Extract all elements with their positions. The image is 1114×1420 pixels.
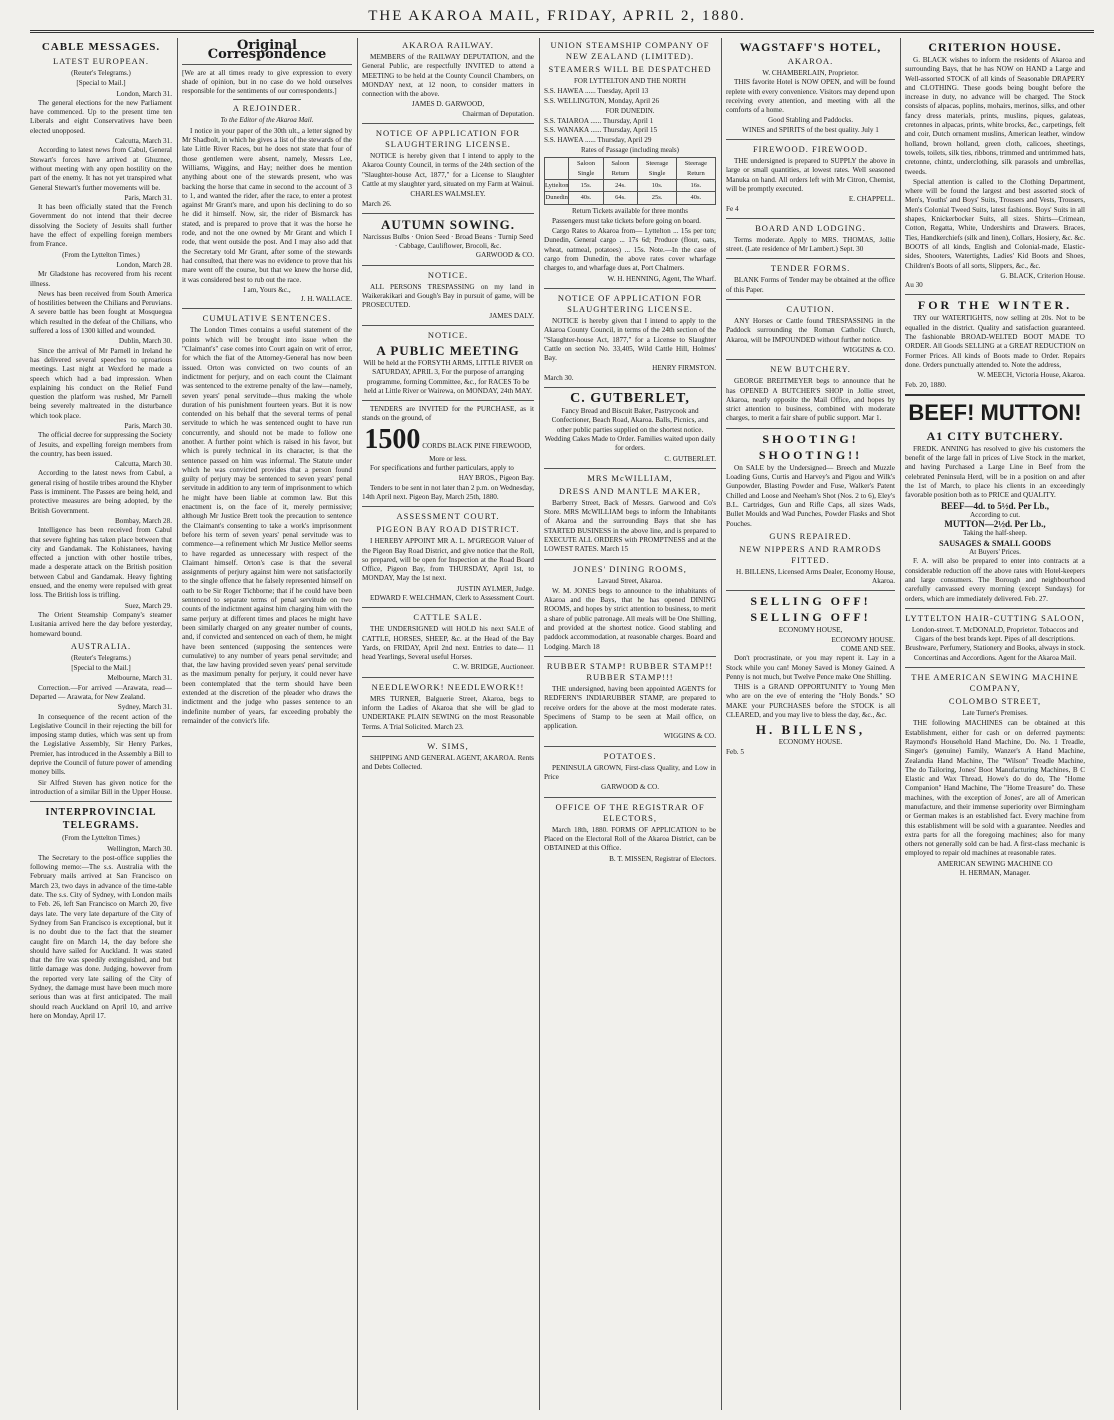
ad-text: NOTICE is hereby given that I intend to apply to the Akaroa County Council, in terms of the 24th section of the "Slaughter-house Act, 1877," for a License to Slaughter Cattle on section No. 33,405, Wild Cattle Hill, Holmes' Bay. [544,316,716,363]
ad-heading: OFFICE OF THE REGISTRAR OF ELECTORS, [555,801,705,823]
divider [726,299,895,300]
ad-heading: C. GUTBERLET, [570,391,690,407]
ad-signature: C. W. BRIDGE, Auctioneer. [452,663,534,672]
ad-text: ANY Horses or Cattle found TRESPASSING in the Paddock surrounding the Roman Catholic Church, Akaroa, will be IMPOUNDED without further notice. [726,317,895,344]
ad-signature: JUSTIN AYLMER, Judge. [456,584,534,593]
section-heading: INTERPROVINCIAL TELEGRAMS. [45,807,157,832]
divider [362,736,534,737]
divider [362,677,534,678]
letter-paragraph: I notice in your paper of the 30th ult., a letter signed by Mr Shadbolt, in which he gives a list of the stewards of the late Little River Races, but he does not state that four of those gentlemen were absent, namely, Messrs Lee, Williams, Wiggins, and Hay; neither does he mention anything about one of the stewards present, who was backing the horse that came in second to the account of 3 to 1, and wanted the rider, after the race, to enter a protest against Mr Grant's mare, and upon his declining to do so he did it himself. Now, sir, the rider of Bismarck has stated, and is prepared to prove that it was the horse he rode, and not the one owned by Mr Grant and which I rode, that went outside the post. And I may also add that the Secretary told Mr Grant, after some of the stewards had consulted, that there was no evidence to prove that his mare went off the course, but that we knew the horse did, it was considered best to rub out the race. [182,126,352,284]
ad-heading: FOR THE WINTER. [917,298,1073,313]
article-paragraph: It has been officially stated that the French Government do not intend that their decree dissolving the Society of Jesuits shall further have the effect of expelling foreign members from France. [30,203,172,249]
ad-text: THIS is a GRAND OPPORTUNITY to Young Men who are on the eve of entering the "Holy Bonds." SO MAKE your PURCHASES before the STOCK is all CLEARED, and you may live to bless the day, &c., &c. [726,683,895,720]
price-line: BEEF—4d. to 5½d. Per Lb., [940,500,1050,511]
source-line: (From the Lyttelton Times.) [62,250,140,259]
fare-header-cell: Steerage Return [676,158,715,180]
ad-signature: JAMES DALY. [489,311,534,320]
column-rule [900,38,901,1410]
ad-signature: JAMES D. GARWOOD, [411,100,485,109]
column-hotel-ads [726,38,895,1410]
dateline: Dublin, March 30. [118,337,172,346]
section-subheading: LATEST EUROPEAN. [52,56,150,66]
ad-heading: STEAMERS WILL BE DESPATCHED [548,64,712,74]
ad-text: MEMBERS of the RAILWAY DEPUTATION, and the General Public, are respectfully INVITED to attend a MEETING to be held at the County Council Chambers, on MONDAY next, at 12 noon, to consider matters in connection with the above. [362,53,534,99]
sailing-row: S.S. TAIAROA ...... Thursday, April 1 [544,117,654,126]
article-paragraph: The Secretary to the post-office supplies the following memo:—The s.s. Australia with the February mails arrived at San Francisco on March 23, two days in advance of the time-table date. The s.s. City of Sydney, with London mails to Feb. 26, left San Francisco on March 20, five days late. The very late departure of the City of Sydney from San Francisco is exceptional, but it is no doubt due to the fact that the steamer caught fire on March 14, the day before she should have sailed for Auckland. It was stated that the fire was speedily extinguished, and but little damage was done. Judging, however from the reported very late sailing of the City of Sydney, the damage must have been much more serious than was at first anticipated. The mail should reach Auckland on April 10, and arrive here on Monday, April 17. [30,853,172,1020]
letter-signature: J. H. WALLACE. [300,295,352,304]
divider [362,400,534,401]
divider [362,213,534,214]
ad-signature: HAY BROS., Pigeon Bay. [458,474,534,483]
dateline: Bombay, March 28. [114,516,172,525]
fare-cell: 24s. [603,179,638,191]
ad-heading: AKAROA. [787,56,834,66]
ad-heading: NEW NIPPERS AND RAMRODS FITTED. [739,543,882,565]
article-paragraph: Mr Gladstone has recovered from his recent illness. [30,270,172,288]
ad-heading: SELLING OFF! [750,610,871,625]
ad-heading: SELLING OFF! [750,594,871,609]
fare-cell: 40s. [569,192,603,204]
ad-text: TENDERS are INVITED for the PURCHASE, as it stands on the ground, of [362,405,534,423]
ad-heading: CAUTION. [786,304,835,315]
divider [905,608,1085,609]
ad-text: THE UNDERSIGNED will HOLD his next SALE of CATTLE, HORSES, SHEEP, &c. at the Head of the Bay Yards, on FRIDAY, April 2nd next. Entries to date— 11 head Yearlings, Several useful Horses. [362,625,534,662]
ad-heading: JONES' DINING ROOMS, [573,563,687,574]
ad-heading: NOTICE OF APPLICATION FOR SLAUGHTERING LICENSE. [375,128,521,150]
ad-text: FREDK. ANNING has resolved to give his customers the benefit of the large fall in prices of Live Stock in the market, and having Purchased a Large Line in Beef from the celebrated Peninsula Herd, will be in a position on and after the 1st of March, to place his clients in an exceedingly favorable position both as to PRICE and QUALITY. [905,444,1085,500]
column-rule [721,38,722,1410]
article-paragraph: The London Times contains a useful statement of the points which will be brought into issue when the "Claimant's" case comes into Court again on writ of error, for which the fiat of the Attorney-General has now been issued. Orton was convicted on two counts of an indictment for perjury, and on each count the Claimant was sentenced to the extreme penalty of the law—namely, seven years' penal servitude—thus making the whole duration of his punishment fourteen years. But it is now contended on his behalf that the several terms of penal servitude to which he was sentenced ought to have run concurrently, and should not be made to follow one another. A further point which is raised in his favor, but which is purely technical in its character, is that the sentence passed on him was informal. The Statute under which he was convicted provides that a person found guilty of perjury may be sentenced to seven years' penal servitude in addition to any term of imprisonment to which he might have been liable at common law. But this enactment is, on the face of it, merely permissive; although Mr Justice Brett took the precaution to sentence the Claimant's consenting to take a work's imprisonment before his term of seven years' penal servitude was to commence—a refinement which Mr Justice Mellor seems to have regarded as unnecessary with respect of the Claimant himself. Orton's case is that the several assignments of perjury against him were not satisfactorily to the single offence that he falsely represented himself on oath to be Sir Roger Tichborne; that if he could have been sentenced to separate terms of penal servitude on two counts of the indictment against him charging him with the same perjury at different times and places he might have been similarly charged on any greater number of counts, and, if convicted and sentenced on each of them, he might have been sentenced (supposing the sentences were cumulative) to any number of years penal servitude; and that, the law having provided seven years' penal servitude as the maximum penalty for perjury, it could never have been contemplated that the term should have been extended at the discretion of the pleader who draws the indictment and the judge who passes sentence to an indefinite number of years, far exceeding probably the remainder of the convict's life. [182,326,352,725]
ad-subheading: Late Turner's Premises. [962,709,1028,718]
article-paragraph: The official decree for suppressing the Society of Jesuits, and expelling foreign members from the country, has been issued. [30,431,172,458]
fare-title: Rates of Passage (including meals) [581,146,679,155]
fare-header-cell: Saloon Single [569,158,603,180]
ad-heading: NEW BUTCHERY. [770,364,851,375]
tag-line: [Special to Mail.] [76,79,126,88]
fare-row [545,192,716,204]
fare-header-cell: Steerage Single [638,158,676,180]
ad-text: Special attention is called to the Clothing Department, where will be found the largest and best assorted stock of Men's, Youths' and Boys' Suits, Trousers and Vests, Trousers, Men's Colonial Tweed Suits, latest fashions. Boys' Suits in all shapes, Knickerbocker Suits, all sizes. Shirts—Crimean, Cotton, Regatta, White, Undershirts and Drawers. Braces, Ties, Handkerchiefs (silk and linen), Collars, Hosiery, &c. &c. BOOTS of all kinds, English and Colonial-made, Elastic-sides, Shooters, Watertights, Ladies' Kid Boots and Shoes, Children's Boots of all sorts, Slippers, &c., &c. [905,177,1085,270]
ad-headline: BEEF! MUTTON! [908,399,1082,425]
article-paragraph: Correction.—For arrived —Arawata, read— Departed — Arawata, for New Zealand. [30,683,172,701]
tag-line: [Special to the Mail.] [71,664,131,673]
masthead-rule [30,30,1094,33]
letter-address: To the Editor of the Akaroa Mail. [220,116,314,125]
ad-signature: WIGGINS & CO. [842,345,895,354]
fare-header-cell [545,158,569,180]
article-paragraph: Sir Alfred Steven has given notice for the introduction of a similar Bill in the Upper House. [30,778,172,796]
source-line: (Reuter's Telegrams.) [71,69,131,77]
ad-text: THE undersigned is prepared to SUPPLY the above in large or small quantities, at lowest rates. Well seasoned Manuka on hand. All orders left with Mr Citron, Chemist, will be promptly executed. [726,157,895,193]
ad-text: ALL PERSONS TRESPASSING on my land in Waikerakikari and Gough's Bay in pursuit of game, will be PROSECUTED. [362,282,534,310]
fare-cell: Lyttelton [545,179,569,191]
dateline: London, March 31. [116,89,172,98]
divider [726,218,895,219]
ad-text: Good Stabling and Paddocks. [767,116,854,125]
ad-text: BLANK Forms of Tender may be obtained at the office of this Paper. [726,276,895,294]
ad-proprietor: W. CHAMBERLAIN, Proprietor. [762,69,859,77]
ad-heading: UNION STEAMSHIP COMPANY OF NEW ZEALAND (LIMITED). [550,40,710,61]
ad-date: Au 30 [905,281,923,290]
ad-heading: SHOOTING!! [758,447,863,462]
divider [30,801,172,802]
ad-text: MRS TURNER, Balguerie Street, Akaroa, begs to inform the Ladies of Akaroa that she will be glad to UNDERTAKE PLAIN SEWING on the most Reasonable Terms. A Trial Solicited. March 23. [362,694,534,731]
divider [182,308,352,309]
column-drapery-ads [905,38,1085,1410]
divider [544,288,716,289]
ad-signature: W. MEECH, Victoria House, Akaroa. [977,371,1085,380]
ad-signature: WIGGINS & CO. [663,732,716,741]
ad-heading: NEEDLEWORK! NEEDLEWORK!! [371,681,525,692]
column-cable-messages [30,38,172,1410]
ad-date: March 26. [362,199,392,208]
ad-heading: GUNS REPAIRED. [769,530,852,541]
divider [726,258,895,259]
ad-text: CORDS BLACK PINE FIREWOOD, More or less. [422,441,532,463]
divider [544,387,716,388]
sailing-row: S.S. HAWEA ...... Thursday, April 29 [544,135,652,144]
fare-cell: 40s. [676,192,715,204]
ad-signature: C. GUTBERLET. [664,454,716,463]
masthead: THE AKAROA MAIL, FRIDAY, APRIL 2, 1880. [368,8,746,24]
price-note: Taking the half-sheep. [963,529,1027,538]
ad-signature: H. BILLENS, Licensed Arms Dealer, Economy House, Akaroa. [736,567,895,586]
ad-signature: GARWOOD & CO. [600,783,660,792]
divider [362,506,534,507]
ad-text: London-street. T. McDONALD, Proprietor. Tobaccos and Cigars of the best brands kept. Pipes of all descriptions. Brushware, Perfumery, Stationery and Books, always in stock. Concertinas and Accordions. Agent for the Akaroa Mail. [905,625,1085,662]
sailing-row: S.S. HAWEA ...... Tuesday, April 13 [544,87,649,96]
ad-heading: SHOOTING! [762,431,859,446]
ad-heading: WAGSTAFF'S HOTEL, [739,40,882,54]
ad-heading: W. SIMS, [427,740,469,751]
divider [182,64,352,65]
column-rule [177,38,178,1410]
ad-text: THE following MACHINES can be obtained at this Establishment, either for cash or on deferred payments: Raymond's Household Hand Machine, Do. No. 1 Treadle, Singer's (genuine) Family, Wanzer's A Hand Machine, Zealandia Hand Machine, The "Wilson" Treadle Machine, The do Tailoring, Jones' Boot Manufacturing Machines, B C Elastic and Wax Thread, Howe's do do do, The "Home Companion" Hand Machine, The "Home Treasure" do. These machines, with the exception of Jones', are all of American manufacture, and their immense superiority over Birmingham or German makes is an established fact. Every machine from this establishment will be sold with a guarantee. Needles and extra parts for all the foregoing machines; also for many others not generally sold can be had. A first-class mechanic is employed to repair old machines at reasonable rates. [905,719,1085,858]
dateline: Calcutta, March 30. [114,460,172,469]
fare-cell: 10s. [638,179,676,191]
article-paragraph: Intelligence has been received from Cabul that severe fighting has taken place between that city and Gandamak. The Kohistanees, having effected a junction with other hostile tribes, made a desperate attack on the British position between Cabul and Gandamak. Heavy fighting ensued, and the enemy were repulsed with great loss. The British loss is trifling. [30,526,172,600]
ad-list: Narcissus Bulbs · Onion Seed · Broad Beans · Turnip Seed · Cabbage, Cauliflower, Brocoli, &c. [362,232,534,251]
price-line: SAUSAGES & SMALL GOODS [939,538,1051,548]
fare-header-row [545,158,716,180]
ad-heading: A PUBLIC MEETING [376,342,520,358]
fare-cell: 25s. [638,192,676,204]
section-heading: Original Correspondence [207,38,327,63]
ad-text: ECONOMY HOUSE. [831,635,895,644]
price-line: MUTTON—2½d. Per Lb., [944,519,1046,530]
column-notices [362,38,534,1410]
article-paragraph: Since the arrival of Mr Parnell in Ireland he has delivered several speeches to uproarious meetings. Last night at Wexford he made a speech which had a bad impression. When explaining his conduct on the Relief Fund question the platform was rushed, Mr Parnell being severely maltreated in the disturbance which took place. [30,346,172,420]
divider [362,607,534,608]
ad-heading: TENDER FORMS. [770,263,851,274]
ad-heading: FIREWOOD. FIREWOOD. [752,144,869,155]
ad-date: Feb. 20, 1880. [905,380,947,389]
ad-heading: PIGEON BAY ROAD DISTRICT. [376,524,520,535]
fare-cell: 15s. [569,179,603,191]
ad-heading: LYTTELTON HAIR-CUTTING SALOON, [905,612,1085,623]
ad-signature: CHARLES WALMSLEY. [410,190,486,199]
ad-signature: W. H. HENNING, Agent, The Wharf. [607,274,716,283]
divider [544,468,716,469]
dateline: Calcutta, March 31. [114,137,172,146]
divider [905,294,1085,295]
ad-heading: CRITERION HOUSE. [928,40,1062,54]
ad-text: SHIPPING AND GENERAL AGENT, AKAROA. Rents and Debts Collected. [362,753,534,772]
ad-signature: E. CHAPPELL. [848,195,895,204]
ad-heading: H. BILLENS, [755,722,866,738]
ad-signature: EDWARD F. WELCHMAN, Clerk to Assessment Court. [369,593,534,602]
ad-signature: H. HERMAN, Manager. [959,869,1031,878]
ad-text: NOTICE is hereby given that I intend to apply to the Akaroa County Council, in terms of the 24th section of the "Slaughter-house Act, 1877," for a License to Slaughter Cattle at my slaughter yard, situated on my Farm at Wainui. [362,152,534,188]
ad-text: GEORGE BREITMEYER begs to announce that he has OPENED A BUTCHER'S SHOP in Jollie street, Akaroa, nearly opposite the Mail Office, and hopes by strict attention to business, combined with moderate charges, to merit a fair share of public support. Mar 1. [726,377,895,423]
divider [544,559,716,560]
price-note: According to cut. [969,510,1021,519]
article-paragraph: The general elections for the new Parliament have commenced. Up to the present time ten Liberals and eight Conservatives have been elected unopposed. [30,98,172,135]
ad-heading: NOTICE. [427,329,469,340]
dateline: London, March 28. [116,260,172,269]
ad-signature: GARWOOD & CO. [475,251,534,260]
fare-cell: 16s. [676,179,715,191]
ad-text: THIS favorite Hotel is NOW OPEN, and will be found replete with every convenience. Visitors may depend upon receiving every attention, and meeting with all the comforts of a home. [726,78,895,115]
ad-heading: THE AMERICAN SEWING MACHINE COMPANY, [911,672,1079,694]
ad-text: COME AND SEE. [840,644,895,653]
ad-text: On SALE by the Undersigned— Breech and Muzzle Loading Guns, Curtis and Harvey's and Pigou and Wilk's Gunpowder, Blasting Powder and Fuse, Walker's Patent Chilled and Loose and Neeham's Shot (Nos. 2 to 6), Eley's B.L. Cartridges, Gun and Rifle Caps, all sizes Wads, Bullet Moulds and Wad Punches, Powder Flasks and Shot Pouches. [726,463,895,528]
ad-text: Terms moderate. Apply to MRS. THOMAS, Jollie street. (Late residence of Mr Lambert.) Sept. 30 [726,235,895,254]
ad-signature: Chairman of Deputation. [462,109,534,118]
ad-text: W. M. JONES begs to announce to the inhabitants of Akaroa and the Bays, that he has opened DINING ROOMS, and hopes by strict attention to business, to merit a share of public patronage. All meals will be One Shilling, and provided at the shortest notice. Good stabling and paddock accommodation, at reasonable charges. Board and Lodging. March 18 [544,586,716,651]
divider [726,428,895,429]
column-rule [357,38,358,1410]
column-rule [539,38,540,1410]
dateline: Sydney, March 31. [117,703,172,712]
ad-signature: AMERICAN SEWING MACHINE CO [937,859,1053,868]
ad-text: Barberry Street, Back of Messrs. Garwood and Co's Store. MRS McWILLIAM begs to inform the Inhabitants of Akaroa and the surrounding Bays that she has STARTED BUSINESS in the above line, and is prepared to EXECUTE ALL ORDERS with PROMPTNESS and at the LOWEST RATES. March 15 [544,498,716,554]
ad-text: F. A. will also be prepared to enter into contracts at a considerable reduction off the above rates with Hotel-keepers and large consumers. The Borough and neighbourhood carefully canvassed every morning (except Sundays) for orders, which are immediately delivered. Feb. 27. [905,557,1085,603]
ad-heading: DRESS AND MANTLE MAKER, [558,485,701,496]
column-shipping [544,38,716,1410]
source-line: (From the Lyttelton Times.) [62,834,140,843]
section-heading: CABLE MESSAGES. [41,41,161,53]
letter-signoff: I am, Yours &c., [243,285,291,294]
ad-signature: HENRY FIRMSTON. [652,364,716,373]
divider [544,746,716,747]
price-note: At Buyers' Prices. [969,548,1021,557]
divider [726,590,895,591]
ad-signature: G. BLACK, Criterion House. [1000,271,1085,280]
article-paragraph: According to the latest news from Cabul, a general rising of hostile tribes around the Khyber Pass is imminent. The Passes are being held, and protective measures are being adopted, by the British Government. [30,469,172,515]
ad-text: ECONOMY HOUSE. [778,738,843,747]
sailing-row: S.S. WANAKA ...... Thursday, April 15 [544,126,658,135]
route-label: FOR LYTTELTON AND THE NORTH [574,77,686,85]
ad-text: TRY our WATERTIGHTS, now selling at 20s. Not to be equalled in the district. Quality and satisfaction guaranteed. The fashionable BROAD-WELTED BOOT MADE TO ORDER. All Goods SELLING at a GREAT REDUCTION on Former Prices. All kinds of Boots made to Order. Repairs done. Orders punctually attended to. Note the address, [905,314,1085,369]
ad-subheading: Lavaud Street, Akaroa. [597,576,663,585]
divider [362,265,534,266]
letter-heading: A REJOINDER. [232,103,302,114]
column-correspondence [182,38,352,1410]
ad-heading: NOTICE OF APPLICATION FOR SLAUGHTERING LICENSE. [557,292,703,314]
article-paragraph: The Orient Steamship Company's steamer Lusitania arrived here the day before yesterday, homeward bound. [30,610,172,638]
editor-note: [We are at all times ready to give expression to every shade of opinion, but in no case do we hold ourselves responsible for the sentiments of our correspondents.] [182,68,352,96]
ad-text: WINES and SPIRITS of the best quality. July 1 [742,125,879,134]
ad-text: ECONOMY HOUSE, [778,626,843,635]
section-heading: AUSTRALIA. [70,640,132,651]
article-paragraph: News has been received from South America of hostilities between the Chilians and Peruvians. A severe battle has been fought at Mosquegua which resulted in the defeat of the Chilians, who suffered a loss of 1300 killed and wounded. [30,289,172,336]
section-heading: CUMULATIVE SENTENCES. [202,313,332,324]
ad-heading: COLOMBO STREET, [948,696,1042,707]
ad-heading: POTATOES. [603,750,657,761]
ad-text: March 18th, 1880. FORMS OF APPLICATION to be Placed on the Electoral Roll of the Akaroa District, can be OBTAINED at this Office. [544,825,716,853]
route-label: FOR DUNEDIN. [605,106,655,115]
divider [544,797,716,798]
article-paragraph: In consequence of the recent action of the Legislative Council in their rejecting the bill for imposing stamp duties, which was sent up from the Legislative Assembly, Sir Henry Parkes, Premier, has introduced in the Assembly a Bill to deprive the Council of future power of amending money bills. [30,712,172,777]
fare-cell: Dunedin [545,192,569,204]
ad-text: Passengers must take tickets before going on board. [552,216,701,225]
fare-table [544,157,716,204]
ad-heading: RUBBER STAMP! RUBBER STAMP!! RUBBER STAMP!!! [546,660,714,682]
fare-row [545,179,716,191]
ad-date: Feb. 5 [726,747,744,756]
fare-note: Return Tickets available for three months [571,206,689,215]
fare-header-cell: Saloon Return [603,158,638,180]
ad-text: Will be held at the FORSYTH ARMS, LITTLE RIVER on SATURDAY, APRIL 3, For the purpose of arranging programme, forming Committee, &c., for RACES To be held at Little River or Wairewa, on MONDAY, 24th MAY. [363,358,533,395]
ad-text: Fancy Bread and Biscuit Baker, Pastrycook and Confectioner, Beach Road, Akaroa. Balls, Picnics, and other public parties supplied on the shortest notice. Wedding Cakes Made to Order. Families waited upon daily for orders. [544,407,716,453]
ad-signature: B. T. MISSEN, Registrar of Electors. [609,854,716,863]
ad-heading: NOTICE. [427,269,469,280]
dateline: Melbourne, March 31. [107,674,172,683]
divider [362,123,534,124]
divider [905,394,1085,396]
divider [905,667,1085,668]
ad-date: Fe 4 [726,204,739,213]
dateline: Paris, March 31. [124,193,172,202]
ad-text: G. BLACK wishes to inform the residents of Akaroa and surrounding Bays, that he has NOW on HAND a Large and Well-assorted STOCK of all kinds of Seasonable DRAPERY and CLOTHING. These goods being bought before the increase in duty, no advance will be charged. The Stock consists of alpacas, poplins, mohairs, merinos, silks, and other fancy dress materials, prints, muslins, piques, galateas, cretonnes in alpacas, prints, white brocks, &c., carpetings, felt and coir, Dutch ornament muslins, American leather, window holland, brown holland, green cloth, calicoes, sheetings, towels, toilets, silk ties, ribbons, trimmed and untrimmed hats, cretonne, chintz, underclothing, silk parasols and umbrellas, tweeds. [905,56,1085,176]
divider [362,325,534,326]
ad-text: Tenders to be sent in not later than 2 p.m. on Wednesday, 14th April next. Pigeon Bay, March 25th, 1880. [362,483,534,501]
ad-text: THE undersigned, having been appointed AGENTS for REDFERN'S INDIARUBBER STAMP, are prepared to receive orders for the above at the most moderate rates. Specimens of Stamp to be seen at Mail office, on application. [544,684,716,731]
divider [233,99,301,100]
dateline: Wellington, March 30. [107,844,172,853]
ad-heading: AKAROA RAILWAY. [402,40,494,50]
ad-text: For specifications and further particulars, apply to [370,464,514,473]
divider [726,139,895,140]
ad-big-number: 1500 [364,423,421,455]
ad-text: I HEREBY APPOINT MR A. L. M'GREGOR Valuer of the Pigeon Bay Road District, and give notice that the Roll, so prepared, will be open for Inspection at the Road Board Office, Pigeon Bay, from THURSDAY, April 1st, to MONDAY, May the 1st next. [362,537,534,583]
divider [544,656,716,657]
ad-heading: BOARD AND LODGING. [755,222,866,233]
ad-heading: MRS McWILLIAM, [587,472,673,483]
ad-heading: CATTLE SALE. [413,612,483,623]
ad-text: PENINSULA GROWN, First-class Quality, and Low in Price [544,763,716,782]
ad-text: Don't procrastinate, or you may repent it. Lay in a Stock while you can! Money Saved is Money Gained. A Penny is not much, but Twelve Pence make One Shilling. [726,654,895,681]
ad-text: Cargo Rates to Akaroa from— Lyttelton ... 15s per ton; Dunedin, General cargo ... 17s 6d; Produce (flour, oats, wheat, oatmeal, potatoes) ... 15s. Note.—In the case of cargo from Dunedin, the above rates cover wharfage charges to, and wharfage dues at, Port Chalmers. [544,227,716,273]
fare-cell: 64s. [603,192,638,204]
ad-heading: A1 CITY BUTCHERY. [926,428,1064,443]
dateline: Suez, March 29. [124,601,172,610]
ad-date: March 30. [544,373,574,382]
article-paragraph: According to latest news from Cabul, General Stewart's forces have arrived at Ghuznee, without meeting with any open hostility on the part of the enemy. It has not yet transpired what General Stewart's further movements will be. [30,146,172,192]
sailing-row: S.S. WELLINGTON, Monday, April 26 [544,96,660,105]
dateline: Paris, March 30. [124,421,172,430]
divider [726,359,895,360]
source-line: (Reuter's Telegrams.) [71,653,131,662]
ad-heading: ASSESSMENT COURT. [396,511,500,522]
ad-heading: AUTUMN SOWING. [381,216,515,232]
